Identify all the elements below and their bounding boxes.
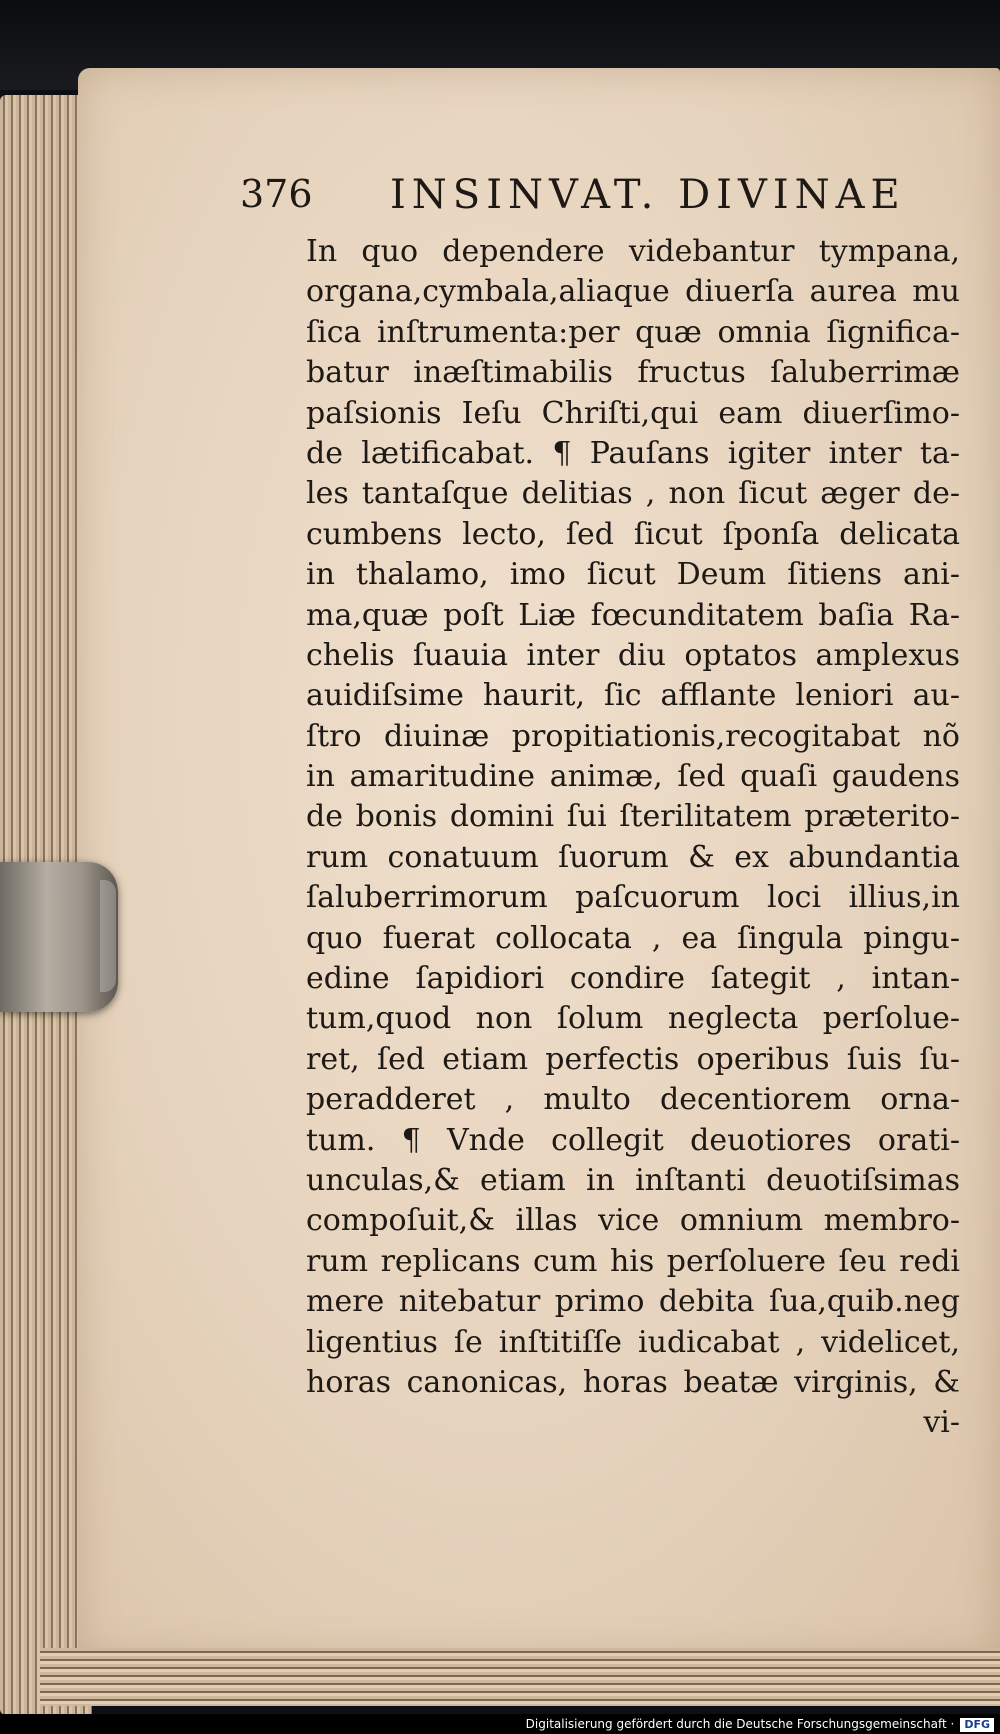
text-line: tum,quod non ſolum neglecta perſolue- [306,1001,960,1037]
footer-text: Digitalisierung gefördert durch die Deutsche Forschungsgemeinschaft · [525,1717,955,1731]
book-clip-highlight [100,880,116,992]
text-line: rum replicans cum his perſoluere ſeu redi [306,1243,960,1279]
text-line: organa,cymbala,aliaque diuerſa aurea mu [306,274,960,310]
text-line: quo fuerat collocata , ea ſingula pingu- [306,920,960,956]
text-line: compoſuit,& illas vice omnium membro- [306,1203,960,1239]
text-line: ſtro diuinæ propitiationis,recogitabat nõ [306,718,960,754]
text-line: in thalamo, imo ſicut Deum ſitiens ani- [306,557,960,593]
text-line: in amaritudine animæ, ſed quaſi gaudens [306,759,960,795]
text-line: de bonis domini ſui ſterilitatem præterito- [306,799,960,835]
text-line: les tantaſque delitias , non ſicut æger de- [306,476,960,512]
text-line: paſsionis Ieſu Chriſti,qui eam diuerſimo- [306,395,960,431]
text-line: rum conatuum ſuorum & ex abundantia [306,839,960,875]
text-line: tum. ¶ Vnde collegit deuotiores orati- [306,1122,960,1158]
text-block [306,232,960,1444]
page-edges-bottom [40,1648,1000,1706]
text-line: peradderet , multo decentiorem orna- [306,1082,960,1118]
text-line: ſaluberrimorum paſcuorum loci illius,in [306,880,960,916]
text-line: chelis ſuauia inter diu optatos amplexus [306,637,960,673]
page-header [240,166,906,226]
text-line: cumbens lecto, ſed ſicut ſponſa delicata [306,516,960,552]
running-title: INSINVAT. DIVINAE [390,172,906,218]
text-line: batur inæſtimabilis fructus ſaluberrimæ [306,355,960,391]
text-line: de lætificabat. ¶ Pauſans igiter inter ta- [306,435,960,471]
text-line: In quo dependere videbantur tympana, [306,234,960,269]
text-line: unculas,& etiam in inſtanti deuotiſsimas [306,1162,960,1198]
digitization-footer [0,1714,1000,1734]
page-number: 376 [240,172,313,216]
text-line: ligentius ſe inſtitiſſe iudicabat , videlicet, [306,1324,960,1360]
text-line: ma,quæ poſt Liæ fœcunditatem baſia Ra- [306,597,960,633]
text-line: horas canonicas, horas beatæ virginis, & [306,1364,960,1400]
text-line: ret, ſed etiam perfectis operibus ſuis ſu- [306,1041,960,1077]
text-line: mere nitebatur primo debita ſua,quib.neg [306,1284,960,1320]
text-line: auidiſsime haurit, ſic afflante leniori au- [306,678,960,714]
text-line: edine ſapidiori condire ſategit , intan- [306,961,960,997]
dfg-logo: DFG [960,1718,994,1732]
catchword: vi- [923,1405,960,1441]
text-line: ſica inſtrumenta:per quæ omnia ſignifica- [306,314,960,350]
